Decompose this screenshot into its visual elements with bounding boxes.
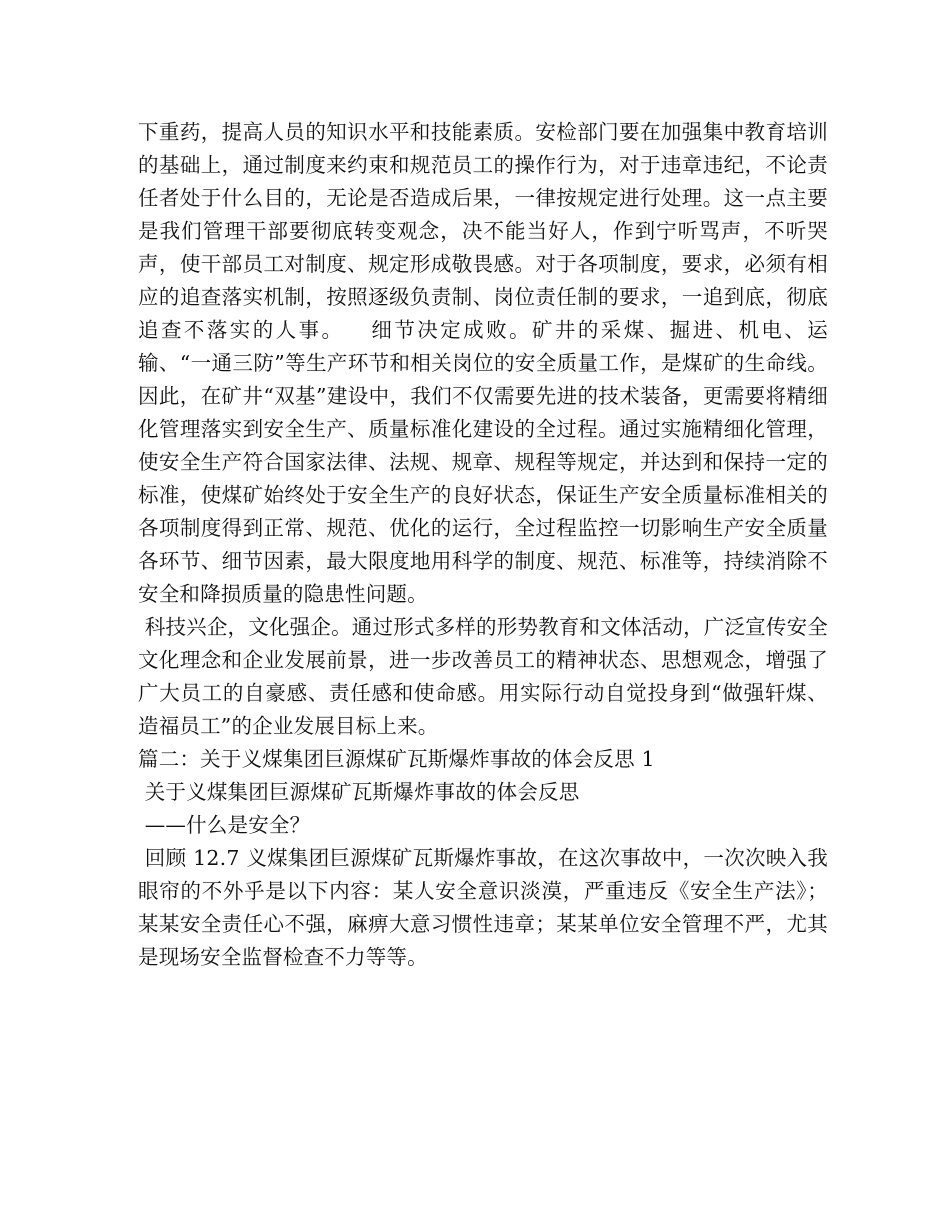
section-heading: 篇二：关于义煤集团巨源煤矿瓦斯爆炸事故的体会反思 1	[138, 747, 655, 771]
article-subtitle: ——什么是安全？	[138, 813, 311, 837]
paragraph-continuation: 下重药，提高人员的知识水平和技能素质。安检部门要在加强集中教育培训的基础上，通过制度来约束和规范员工的操作行为，对于违章违纪，不论责任者处于什么目的，无论是否造成后果，一律按规定进行处理。这一点主要是我们管理干部要彻底转变观念，决不能当好人，作到宁听骂声，不听哭声，使干部员工对制度、规定形成敬畏感。对于各项制度，要求，必须有相应的追查落实机制，按照逐级负责制、岗位责任制的要求，一追到底，彻底追查不落实的人事。 细节决定成败。矿井的采煤、掘进、机电、运输、“一通三防”等生产环节和相关岗位的安全质量工作，是煤矿的生命线。因此，在矿井“双基”建设中，我们不仅需要先进的技术装备，更需要将精细化管理落实到安全生产、质量标准化建设的全过程。通过实施精细化管理，使安全生产符合国家法律、法规、规章、规程等规定，并达到和保持一定的标准，使煤矿始终处于安全生产的良好状态，保证生产安全质量标准相关的各项制度得到正常、规范、优化的运行，全过程监控一切影响生产安全质量各环节、细节因素，最大限度地用科学的制度、规范、标准等，持续消除不安全和降损质量的隐患性问题。	[138, 120, 828, 606]
paragraph-culture: 科技兴企，文化强企。通过形式多样的形势教育和文体活动，广泛宣传安全文化理念和企业发展前景，进一步改善员工的精神状态、思想观念，增强了广大员工的自豪感、责任感和使命感。用实际行动自觉投身到“做强轩煤、造福员工”的企业发展目标上来。	[138, 615, 828, 738]
paragraph-review: 回顾 12.7 义煤集团巨源煤矿瓦斯爆炸事故，在这次事故中，一次次映入我眼帘的不外乎是以下内容：某人安全意识淡漠，严重违反《安全生产法》；某某安全责任心不强，麻痹大意习惯性违章；某某单位安全管理不严，尤其是现场安全监督检查不力等等。	[138, 846, 828, 969]
document-body	[138, 116, 828, 974]
article-title: 关于义煤集团巨源煤矿瓦斯爆炸事故的体会反思	[138, 780, 580, 804]
